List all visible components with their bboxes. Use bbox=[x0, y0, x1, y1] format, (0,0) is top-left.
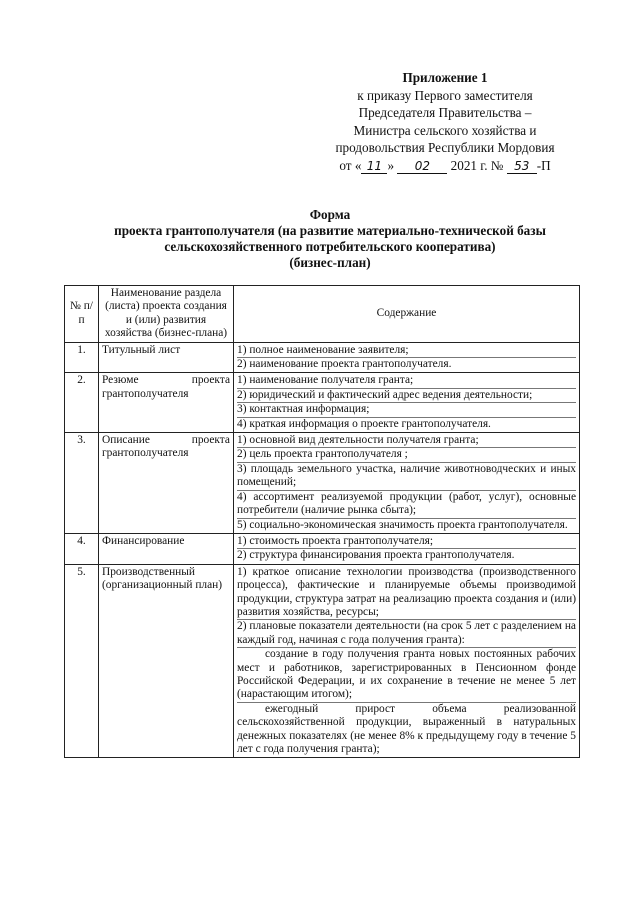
header-num: № п/п bbox=[65, 286, 99, 343]
content-item: ежегодный прирост объема реализованной сельскохозяйственной продукции, выраженный в натуральных денежных показателях (не менее 8% к предыдущему году в течение 5 лет с года получения гранта); bbox=[237, 702, 576, 755]
form-subtitle-line: сельскохозяйственного потребительского кооператива) bbox=[164, 239, 496, 254]
form-title: Форма bbox=[309, 207, 351, 222]
table-row bbox=[65, 433, 580, 534]
order-date-number bbox=[300, 157, 590, 175]
handwritten-order-number: 53 bbox=[507, 159, 537, 174]
row-section-name: Резюме проекта грантополучателя bbox=[99, 373, 234, 433]
appendix-block bbox=[300, 69, 590, 174]
appendix-line: Председателя Правительства – bbox=[358, 105, 532, 120]
content-item: 2) структура финансирования проекта грантополучателя. bbox=[237, 549, 515, 562]
row-section-name: Титульный лист bbox=[99, 342, 234, 373]
table-header-row bbox=[65, 286, 580, 343]
form-subtitle-line: проекта грантополучателя (на развитие материально-технической базы bbox=[114, 223, 546, 238]
appendix-line: к приказу Первого заместителя bbox=[357, 87, 533, 103]
content-item: 2) цель проекта грантополучателя ; bbox=[237, 448, 576, 462]
row-number: 5. bbox=[65, 564, 99, 758]
table-row bbox=[65, 342, 580, 373]
form-heading bbox=[60, 207, 600, 271]
content-item: 1) стоимость проекта грантополучателя; bbox=[237, 535, 576, 549]
content-item: 2) плановые показатели деятельности (на срок 5 лет с разделением на каждый год, начиная с года получения гранта): bbox=[237, 620, 576, 648]
handwritten-day: 11 bbox=[361, 159, 387, 174]
content-item: создание в году получения гранта новых постоянных рабочих мест и работников, зарегистрированных в Пенсионном фонде Российской Федерации, и их сохранение в течение не менее 5 лет (нарастающим итогом); bbox=[237, 648, 576, 703]
appendix-line: Министра сельского хозяйства и bbox=[353, 122, 537, 138]
order-suffix: -П bbox=[536, 157, 551, 173]
appendix-title: Приложение 1 bbox=[402, 70, 488, 85]
content-item: 1) краткое описание технологии производства (производственного процесса), фактические и планируемые объемы производимой продукции, структура затрат на реализацию проекта создания и (или) развития хозяйства, ресурсы; bbox=[237, 566, 576, 621]
content-item: 3) площадь земельного участка, наличие животноводческих и иных помещений; bbox=[237, 463, 576, 491]
appendix-line: продовольствия Республики Мордовия bbox=[335, 140, 555, 155]
content-item: 4) краткая информация о проекте грантополучателя. bbox=[237, 417, 491, 430]
table-row bbox=[65, 373, 580, 433]
date-separator: » bbox=[387, 157, 395, 173]
row-number: 3. bbox=[65, 433, 99, 534]
row-section-name: Описание проекта грантополучателя bbox=[99, 433, 234, 534]
content-item: 2) юридический и фактический адрес ведения деятельности; bbox=[237, 389, 576, 403]
row-number: 2. bbox=[65, 373, 99, 433]
header-section-name: Наименование раздела (листа) проекта создания и (или) развития хозяйства (бизнес-плана) bbox=[99, 286, 234, 343]
row-number: 4. bbox=[65, 533, 99, 564]
row-content bbox=[234, 342, 580, 373]
content-item: 1) полное наименование заявителя; bbox=[237, 344, 576, 358]
content-item: 1) основной вид деятельности получателя гранта; bbox=[237, 434, 576, 448]
content-item: 5) социально-экономическая значимость проекта грантополучателя. bbox=[237, 518, 568, 531]
header-content: Содержание bbox=[234, 286, 580, 343]
table-row bbox=[65, 564, 580, 758]
row-section-name: Производственный (организационный план) bbox=[99, 564, 234, 758]
date-prefix: от « bbox=[339, 157, 362, 173]
row-content bbox=[234, 533, 580, 564]
form-subtitle-line: (бизнес-план) bbox=[289, 255, 371, 270]
content-item: 2) наименование проекта грантополучателя. bbox=[237, 358, 452, 371]
row-section-name: Финансирование bbox=[99, 533, 234, 564]
row-content bbox=[234, 373, 580, 433]
content-item: 3) контактная информация; bbox=[237, 403, 576, 417]
row-content bbox=[234, 564, 580, 758]
date-year: 2021 г. № bbox=[450, 157, 504, 173]
row-content bbox=[234, 433, 580, 534]
business-plan-table bbox=[64, 285, 580, 758]
content-item: 4) ассортимент реализуемой продукции (работ, услуг), основные потребители (наличие рынка сбыта); bbox=[237, 491, 576, 519]
row-number: 1. bbox=[65, 342, 99, 373]
content-item: 1) наименование получателя гранта; bbox=[237, 374, 576, 388]
handwritten-month: 02 bbox=[397, 159, 447, 174]
table-row bbox=[65, 533, 580, 564]
